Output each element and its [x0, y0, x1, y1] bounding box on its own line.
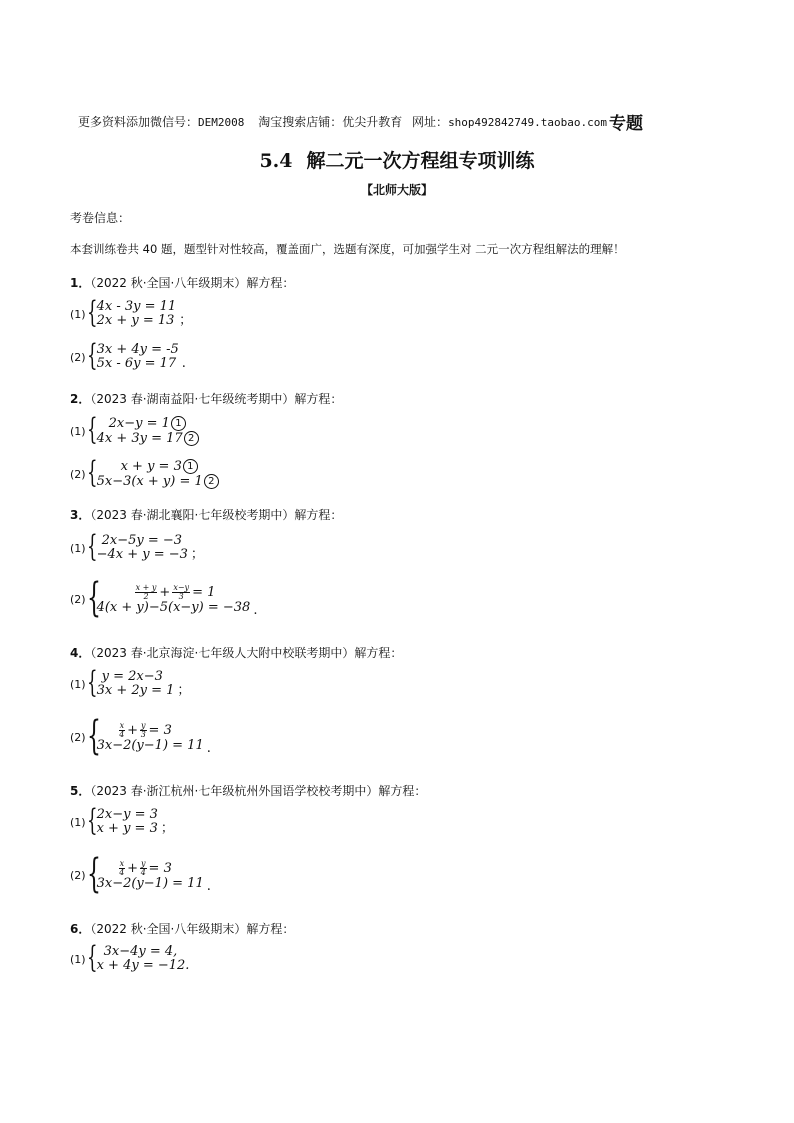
- part-label: (1): [70, 815, 86, 829]
- question-number: 3．: [70, 508, 91, 522]
- equation-line: 2x−5y = −3: [101, 533, 183, 548]
- question-4-part-1: [70, 665, 191, 700]
- question-number: 5．: [70, 784, 91, 798]
- url-link[interactable]: shop492842749.taobao.com: [448, 116, 608, 129]
- question-source: （2023 春·浙江杭州·七年级杭州外国语学校校考期中）解方程：: [90, 784, 427, 798]
- question-source: （2022 秋·全国·八年级期末）解方程：: [90, 922, 295, 936]
- left-brace-icon: {: [86, 529, 98, 564]
- fraction: $\frac{y}{3}$: [140, 720, 146, 739]
- equation-system: [97, 808, 158, 836]
- question-number: 2．: [70, 392, 91, 406]
- question-4-part-2: [70, 713, 211, 759]
- question-3-part-2: [70, 575, 258, 621]
- equation-punct: .: [253, 603, 258, 618]
- question-1-part-1: [70, 295, 193, 330]
- equation-line: 4x - 3y = 11: [96, 299, 177, 314]
- equation-line: x + y = 3: [96, 821, 158, 836]
- equation-system: [97, 459, 219, 489]
- equation-line: 2x + y = 13: [96, 313, 175, 328]
- title-number: 5.4: [259, 150, 293, 172]
- question-2-heading: [70, 390, 342, 407]
- question-number: 4．: [70, 646, 91, 660]
- question-number: 6．: [70, 922, 91, 936]
- question-5-part-2: [70, 851, 211, 897]
- circled-one-icon: 1: [171, 416, 186, 431]
- equation-system: [97, 534, 188, 562]
- question-source: （2023 春·北京海淀·七年级人大附中校联考期中）解方程：: [90, 646, 403, 660]
- equation-system: $\frac{x}{4}$ + $\frac{y}{4}$ = 3 3x−2(y−1) = 11: [96, 858, 204, 891]
- left-brace-icon: {: [86, 940, 98, 975]
- part-label: (2): [70, 467, 86, 481]
- left-brace-icon: {: [86, 412, 98, 447]
- equation-system: [97, 945, 190, 973]
- part-label: (2): [70, 730, 86, 744]
- equation-line: y = 2x−3: [101, 669, 163, 684]
- left-brace-icon: {: [86, 338, 98, 373]
- page-header: [78, 106, 644, 134]
- equation-line: 3x−4y = 4,: [103, 944, 178, 959]
- fraction: $\frac{x}{4}$: [119, 720, 125, 739]
- circled-two-icon: 2: [204, 474, 219, 489]
- part-label: (1): [70, 541, 86, 555]
- edition-subtitle: 【北师大版】: [360, 183, 433, 197]
- fraction: $\frac{x-y}{3}$: [173, 582, 190, 601]
- equation-system: [97, 300, 177, 328]
- equation-line: 3x + 2y = 1: [96, 683, 175, 698]
- question-source: （2022 秋·全国·八年级期末）解方程：: [90, 276, 295, 290]
- equation-punct: .: [181, 356, 186, 371]
- part-label: (2): [70, 868, 86, 882]
- wechat-label: 更多资料添加微信号：: [78, 115, 199, 129]
- circled-two-icon: 2: [184, 431, 199, 446]
- equation-line: 4(x + y)−5(x−y) = −38: [96, 599, 251, 615]
- equation-system: [97, 670, 175, 698]
- equation-line: 3x−2(y−1) = 11: [96, 875, 204, 891]
- page-title: [0, 146, 794, 173]
- question-6-heading: [70, 920, 294, 937]
- equation-line: −4x + y = −3: [96, 547, 188, 562]
- equation-line: x + y = 3: [120, 459, 182, 474]
- equation-punct: ；: [179, 313, 193, 328]
- equation-punct: .: [206, 879, 211, 894]
- equation-system: $\frac{x + y}{2}$ + $\frac{x-y}{3}$ = 1 4(x + y)−5(x−y) = −38: [96, 582, 251, 615]
- question-3-heading: [70, 506, 342, 523]
- wechat-id: DEM2008: [198, 116, 245, 129]
- taobao-label: 淘宝搜索店铺：优尖升教育: [258, 115, 403, 129]
- part-label: (1): [70, 424, 86, 438]
- part-label: (1): [70, 307, 86, 321]
- question-3-part-1: [70, 529, 204, 564]
- url-label: 网址：: [412, 115, 449, 129]
- equation-punct: .: [206, 741, 211, 756]
- question-5-heading: [70, 782, 426, 799]
- question-6-part-1: [70, 940, 190, 975]
- left-brace-icon: {: [86, 295, 98, 330]
- question-2-part-1: [70, 412, 199, 447]
- exam-description: 本套训练卷共 40 题，题型针对性较高，覆盖面广，选题有深度，可加强学生对 二元一次方程组解法的理解！: [70, 242, 625, 256]
- equation-line: x + 4y = −12.: [96, 958, 190, 973]
- equation-line: 2x−y = 3: [96, 807, 158, 822]
- part-label: (2): [70, 350, 86, 364]
- equation-system: [97, 416, 199, 446]
- question-4-heading: [70, 644, 402, 661]
- title-text: 解二元一次方程组专项训练: [306, 150, 535, 172]
- circled-one-icon: 1: [183, 459, 198, 474]
- topic-tag: 专题: [609, 114, 644, 134]
- question-source: （2023 春·湖北襄阳·七年级校考期中）解方程：: [90, 508, 343, 522]
- fraction: $\frac{y}{4}$: [140, 858, 146, 877]
- equation-line: 5x−3(x + y) = 1: [96, 474, 203, 489]
- equation-line: 5x - 6y = 17: [96, 356, 177, 371]
- equation-punct: ；: [160, 821, 174, 836]
- question-1-heading: [70, 274, 294, 291]
- left-brace-icon: {: [86, 575, 101, 621]
- equation-system: [97, 343, 179, 371]
- part-label: (1): [70, 677, 86, 691]
- equation-line: 2x−y = 1: [108, 416, 170, 431]
- question-1-part-2: [70, 338, 186, 373]
- left-brace-icon: {: [86, 851, 101, 897]
- left-brace-icon: {: [86, 665, 98, 700]
- question-number: 1．: [70, 276, 91, 290]
- left-brace-icon: {: [86, 713, 101, 759]
- equation-line: 4x + 3y = 17: [96, 431, 183, 446]
- left-brace-icon: {: [86, 455, 98, 490]
- fraction: $\frac{x}{4}$: [119, 858, 125, 877]
- question-5-part-1: [70, 803, 174, 838]
- equation-line: 3x−2(y−1) = 11: [96, 737, 204, 753]
- fraction: $\frac{x + y}{2}$: [135, 582, 157, 601]
- equation-line: 3x + 4y = -5: [96, 342, 179, 357]
- question-source: （2023 春·湖南益阳·七年级统考期中）解方程：: [90, 392, 343, 406]
- part-label: (1): [70, 952, 86, 966]
- left-brace-icon: {: [86, 803, 98, 838]
- equation-punct: ；: [177, 683, 191, 698]
- equation-punct: ；: [190, 547, 204, 562]
- question-2-part-2: [70, 455, 219, 490]
- part-label: (2): [70, 592, 86, 606]
- equation-system: $\frac{x}{4}$ + $\frac{y}{3}$ = 3 3x−2(y−1) = 11: [96, 720, 204, 753]
- exam-info-label: 考卷信息：: [70, 211, 131, 225]
